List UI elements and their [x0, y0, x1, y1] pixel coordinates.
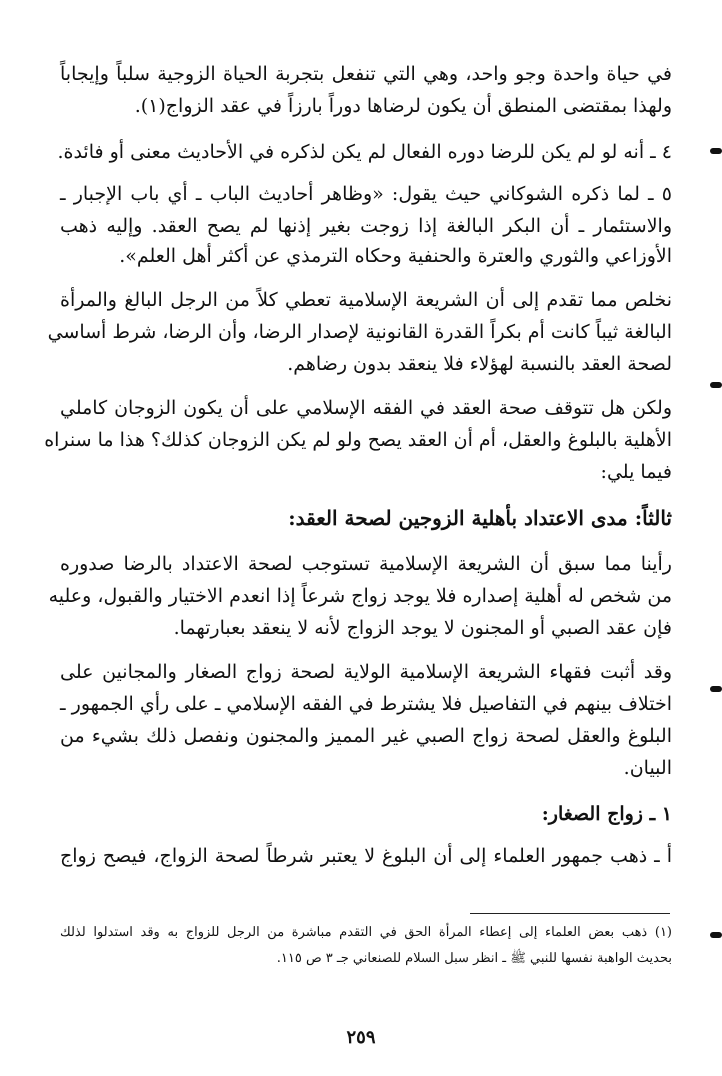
scan-edge-mark	[710, 932, 722, 938]
text-line: البلوغ والعقل لصحة زواج الصبي غير المميز والمجنون ونفصل ذلك بشيء من	[60, 725, 672, 747]
scan-edge-mark	[710, 148, 722, 154]
footnote-line: (١) ذهب بعض العلماء إلى إعطاء المرأة الحق في التقدم مباشرة من الرجل للزواج به وقد استدلوا لذلك	[60, 925, 672, 940]
text-line: فإن عقد الصبي أو المجنون لا يوجد الزواج لأنه لا ينعقد بعبارتهما.	[173, 617, 672, 639]
page-number: ٢٥٩	[346, 1027, 376, 1048]
scan-edge-mark	[710, 686, 722, 692]
text-line: والاستئمار ـ أن البكر البالغة إذا زوجت بغير إذنها لم يصح العقد. وإليه ذهب	[60, 215, 672, 237]
text-line: فيما يلي:	[600, 461, 672, 483]
text-line: البيان.	[623, 757, 672, 779]
list-item: ٤ ـ أنه لو لم يكن للرضا دوره الفعال لم يكن لذكره في الأحاديث معنى أو فائدة.	[57, 141, 672, 163]
text-line: في حياة واحدة وجو واحد، وهي التي تنفعل بتجربة الحياة الزوجية سلباً وإيجاباً	[60, 63, 672, 85]
footnote-separator	[470, 913, 670, 914]
text-line: لصحة العقد بالنسبة لهؤلاء فلا ينعقد بدون رضاهم.	[287, 353, 672, 375]
text-line: ولكن هل تتوقف صحة العقد في الفقه الإسلامي على أن يكون الزوجان كاملي	[60, 397, 672, 419]
section-heading: ثالثاً: مدى الاعتداد بأهلية الزوجين لصحة العقد:	[288, 506, 672, 530]
text-line: رأينا مما سبق أن الشريعة الإسلامية تستوجب لصحة الاعتداد بالرضا صدوره	[60, 553, 672, 575]
text-line: البالغة ثيباً كانت أم بكراً القدرة القانونية لإصدار الرضا، وأن الرضا، شرط أساسي	[47, 321, 672, 343]
text-line: من شخص له أهلية إصداره فلا يوجد زواج شرعاً إذا انعدم الاختيار والقبول، وعليه	[48, 585, 672, 607]
text-line: نخلص مما تقدم إلى أن الشريعة الإسلامية تعطي كلاً من الرجل البالغ والمرأة	[60, 289, 672, 311]
subsection-heading: ١ ـ زواج الصغار:	[541, 803, 672, 825]
text-line: الأهلية بالبلوغ والعقل، أم أن العقد يصح ولو لم يكن الزوجان كذلك؟ هذا ما سنراه	[44, 429, 672, 451]
footnote-line: بحديث الواهبة نفسها للنبي ﷺ ـ انظر سبل السلام للصنعاني جـ ٣ ص ١١٥.	[276, 951, 672, 966]
scan-edge-mark	[710, 382, 722, 388]
text-line: ولهذا بمقتضى المنطق أن يكون لرضاها دوراً بارزاً في عقد الزواج(١).	[134, 95, 672, 117]
text-line: اختلاف بينهم في التفاصيل فلا يشترط في الفقه الإسلامي ـ على رأي الجمهور ـ	[60, 693, 672, 715]
text-line: وقد أثبت فقهاء الشريعة الإسلامية الولاية لصحة زواج الصغار والمجانين على	[60, 661, 672, 683]
text-line: الأوزاعي والثوري والعترة والحنفية وحكاه الترمذي عن أكثر أهل العلم».	[119, 245, 672, 267]
list-item: أ ـ ذهب جمهور العلماء إلى أن البلوغ لا يعتبر شرطاً لصحة الزواج، فيصح زواج	[60, 845, 672, 867]
list-item: ٥ ـ لما ذكره الشوكاني حيث يقول: «وظاهر أحاديث الباب ـ أي باب الإجبار ـ	[60, 183, 672, 205]
